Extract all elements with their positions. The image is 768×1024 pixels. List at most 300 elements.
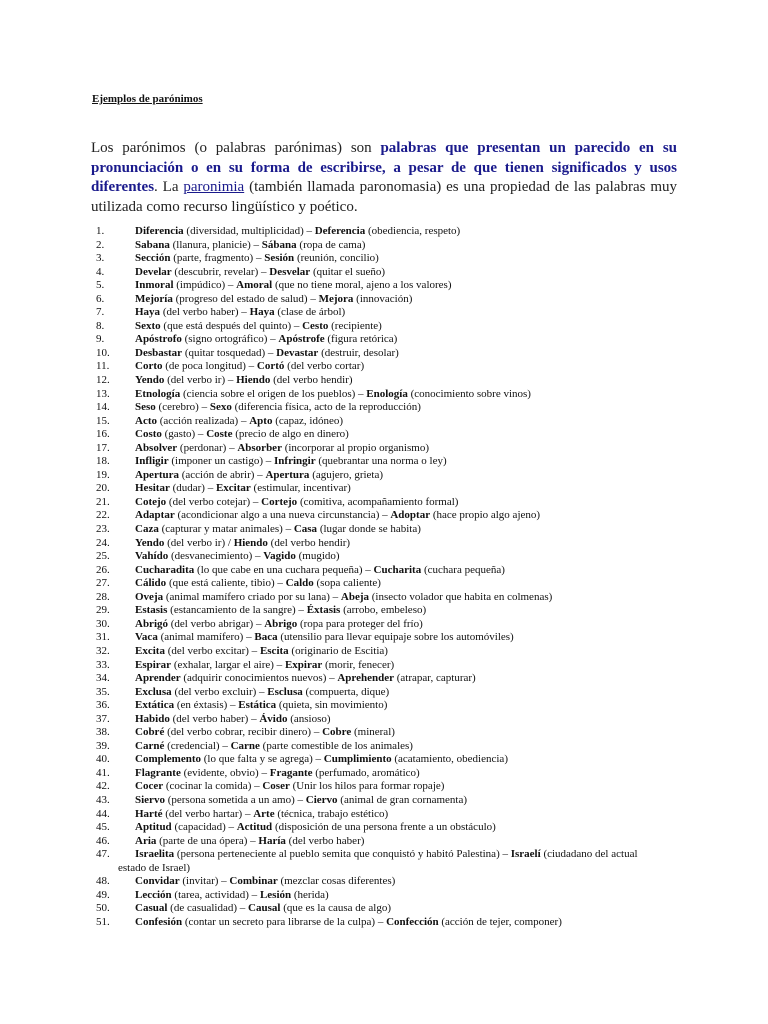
paronym-word: Caza xyxy=(135,523,159,536)
paronym-word: Combinar xyxy=(229,875,278,888)
intro-text-3: (también llamada paronomasia) es una propiedad de las palabras muy utilizada como recurso lingüístico y poético. xyxy=(91,179,677,215)
paronym-definition: (contar un secreto para librarse de la culpa) – xyxy=(182,915,387,928)
paronym-word: Sabana xyxy=(135,238,170,251)
paronym-word: Habido xyxy=(135,712,170,725)
list-item-number: 36. xyxy=(96,699,110,712)
list-item xyxy=(0,306,768,320)
list-item-text xyxy=(135,808,668,822)
list-item-text xyxy=(135,266,668,280)
list-item-number: 13. xyxy=(96,387,110,400)
list-item-number: 31. xyxy=(96,631,110,644)
list-item-number: 8. xyxy=(96,319,105,332)
paronym-definition: (del verbo haber) – xyxy=(160,306,250,319)
list-item-number: 48. xyxy=(96,875,110,888)
list-item xyxy=(0,320,768,334)
list-item-number: 34. xyxy=(96,672,110,685)
list-item-number: 22. xyxy=(96,509,110,522)
paronym-definition: (animal mamífero criado por su lana) – xyxy=(163,590,341,603)
list-item-number: 50. xyxy=(96,902,110,915)
paronym-word: Acto xyxy=(135,414,157,427)
paronym-word: Vaca xyxy=(135,631,158,644)
list-item-number: 40. xyxy=(96,753,110,766)
list-item xyxy=(0,360,768,374)
paronym-definition: (técnica, trabajo estético) xyxy=(274,807,389,820)
list-item-number: 33. xyxy=(96,658,110,671)
list-item-text xyxy=(135,875,668,889)
paronym-definition: (acción realizada) – xyxy=(157,414,250,427)
paronym-definition: (capturar y matar animales) – xyxy=(158,523,294,536)
paronym-definition: (que es la causa de algo) xyxy=(280,902,392,915)
paronym-definition: (progreso del estado de salud) – xyxy=(172,292,319,305)
paronym-definition: (quitar el sueño) xyxy=(310,265,386,278)
list-item-text xyxy=(135,537,668,551)
list-item xyxy=(0,550,768,564)
list-item-text xyxy=(135,835,668,849)
paronym-definition: (cuchara pequeña) xyxy=(421,563,505,576)
list-item xyxy=(0,713,768,727)
paronym-definition: (del verbo abrigar) – xyxy=(168,617,265,630)
list-item xyxy=(0,902,768,916)
list-item xyxy=(0,618,768,632)
list-item-number: 45. xyxy=(96,821,110,834)
paronym-word: Inmoral xyxy=(135,279,174,292)
paronym-word: Aria xyxy=(135,834,157,847)
paronym-word: Haría xyxy=(258,834,286,847)
paronym-word: Infringir xyxy=(274,455,316,468)
list-item xyxy=(0,659,768,673)
paronym-word: Cucharita xyxy=(373,563,422,576)
list-item-text xyxy=(135,604,668,618)
list-item xyxy=(0,388,768,402)
paronym-definition: (acondicionar algo a una nueva circunstancia) – xyxy=(174,509,391,522)
list-item xyxy=(0,821,768,835)
list-item xyxy=(0,591,768,605)
list-item xyxy=(0,835,768,849)
list-item xyxy=(0,726,768,740)
list-item xyxy=(0,672,768,686)
paronym-word: Carné xyxy=(135,739,165,752)
paronym-word: Mejora xyxy=(318,292,354,305)
list-item xyxy=(0,564,768,578)
paronym-definition: (del verbo excluir) – xyxy=(171,685,268,698)
paronym-definition: (insecto volador que habita en colmenas) xyxy=(369,590,553,603)
list-item xyxy=(0,889,768,903)
list-item xyxy=(0,808,768,822)
list-item-text xyxy=(135,252,668,266)
paronym-definition: (del verbo cotejar) – xyxy=(166,495,262,508)
list-item-text xyxy=(135,550,668,564)
list-item-number: 27. xyxy=(96,577,110,590)
paronym-word: Israelí xyxy=(510,848,541,861)
paronym-definition: (mezclar cosas diferentes) xyxy=(277,875,396,888)
list-item xyxy=(0,428,768,442)
list-item-number: 26. xyxy=(96,563,110,576)
paronym-word: Cobre xyxy=(322,726,352,739)
paronym-definition: (estimular, incentivar) xyxy=(250,482,351,495)
list-item-number: 30. xyxy=(96,617,110,630)
paronym-definition: (en éxtasis) – xyxy=(174,699,239,712)
list-item-number: 2. xyxy=(96,238,105,251)
paronym-word: Excitar xyxy=(215,482,251,495)
list-item-text xyxy=(135,767,668,781)
list-item xyxy=(0,239,768,253)
paronym-word: Vagido xyxy=(263,550,296,563)
paronym-definition: (adquirir conocimientos nuevos) – xyxy=(180,672,338,685)
list-item-text xyxy=(135,482,668,496)
paronym-definition: (dudar) – xyxy=(169,482,216,495)
paronym-definition: (que está caliente, tibio) – xyxy=(166,577,286,590)
paronym-word: Vahído xyxy=(135,550,169,563)
list-item-text xyxy=(135,902,668,916)
paronym-definition: (persona perteneciente al pueblo semita que conquistó y habitó Palestina) – xyxy=(174,848,511,861)
intro-highlight: palabras que presentan un parecido en su pronunciación o en su forma de escribirse, a pesar de que tienen significados y usos diferentes xyxy=(91,140,677,195)
paronyms-list xyxy=(0,225,768,929)
paronym-definition: (incorporar al propio organismo) xyxy=(281,441,429,454)
list-item-number: 4. xyxy=(96,265,105,278)
paronym-definition: (quitar tosquedad) – xyxy=(182,346,277,359)
list-item-number: 15. xyxy=(96,414,110,427)
list-item-number: 23. xyxy=(96,523,110,536)
list-item xyxy=(0,916,768,930)
paronym-definition: (ciencia sobre el origen de los pueblos) – xyxy=(180,387,367,400)
paronym-definition: (invitar) – xyxy=(179,875,230,888)
paronym-word: Cotejo xyxy=(135,495,167,508)
list-item xyxy=(0,645,768,659)
paronym-word: Causal xyxy=(248,902,281,915)
list-item-text xyxy=(135,780,668,794)
paronym-word: Caldo xyxy=(285,577,314,590)
paronym-word: Cesto xyxy=(302,319,329,332)
paronym-word: Corto xyxy=(135,360,163,373)
paronym-word: Estasis xyxy=(135,604,168,617)
paronym-word: Sexo xyxy=(209,401,232,414)
paronym-definition: (lugar donde se habita) xyxy=(317,523,421,536)
list-item-text xyxy=(135,401,668,415)
paronym-word: Siervo xyxy=(135,793,165,806)
list-item xyxy=(0,293,768,307)
paronym-word: Harté xyxy=(135,807,163,820)
paronym-word: Hiendo xyxy=(233,536,268,549)
list-item xyxy=(0,780,768,794)
paronym-definition: (ropa para proteger del frío) xyxy=(297,617,423,630)
list-item-number: 51. xyxy=(96,915,110,928)
list-item-number: 3. xyxy=(96,252,105,265)
paronym-word: Flagrante xyxy=(135,766,181,779)
paronym-word: Israelita xyxy=(135,848,175,861)
paronym-word: Actitud xyxy=(236,821,273,834)
paronym-word: Apto xyxy=(249,414,273,427)
list-item-number: 28. xyxy=(96,590,110,603)
list-item xyxy=(0,469,768,483)
paronym-definition: (Unir los hilos para formar ropaje) xyxy=(289,780,445,793)
paronym-definition: (innovación) xyxy=(353,292,413,305)
paronym-word: Mejoría xyxy=(135,292,173,305)
paronym-definition: (que no tiene moral, ajeno a los valores) xyxy=(272,279,452,292)
paronym-definition: (diversidad, multiplicidad) – xyxy=(183,225,315,237)
paronym-word: Yendo xyxy=(135,374,165,387)
list-item xyxy=(0,767,768,781)
paronym-word: Develar xyxy=(135,265,172,278)
paronym-word: Enología xyxy=(366,387,408,400)
list-item-text xyxy=(135,374,668,388)
list-item-number: 49. xyxy=(96,888,110,901)
list-item-number: 6. xyxy=(96,292,105,305)
paronym-definition: (lo que cabe en una cuchara pequeña) – xyxy=(194,563,374,576)
paronym-word: Escita xyxy=(259,644,289,657)
paronym-definition: (morir, fenecer) xyxy=(322,658,395,671)
intro-text-2: . La xyxy=(154,179,184,195)
paronym-word: Diferencia xyxy=(135,225,184,237)
paronym-definition: (del verbo cortar) xyxy=(284,360,365,373)
paronym-definition: (precio de algo en dinero) xyxy=(232,428,349,441)
paronym-word: Cucharadita xyxy=(135,563,195,576)
paronym-definition: (parte comestible de los animales) xyxy=(259,739,413,752)
paronym-definition: (hace propio algo ajeno) xyxy=(430,509,541,522)
paronym-definition: (agujero, grieta) xyxy=(309,468,384,481)
paronym-definition: (del verbo excitar) – xyxy=(164,644,260,657)
paronym-definition: (capaz, idóneo) xyxy=(272,414,343,427)
paronym-definition: (perfumado, aromático) xyxy=(312,766,420,779)
list-item xyxy=(0,442,768,456)
paronym-word: Sesión xyxy=(264,252,295,265)
list-item-number: 42. xyxy=(96,780,110,793)
paronym-word: Aprehender xyxy=(337,672,394,685)
paronym-definition: (de poca longitud) – xyxy=(162,360,257,373)
paronym-definition: (acción de tejer, componer) xyxy=(438,915,562,928)
list-item xyxy=(0,252,768,266)
list-item-text xyxy=(135,293,668,307)
paronym-definition: (diferencia física, acto de la reproducción) xyxy=(231,401,421,414)
paronym-definition: (cerebro) – xyxy=(155,401,210,414)
paronimia-link[interactable]: paronimia xyxy=(183,179,245,195)
paronym-word: Coste xyxy=(206,428,233,441)
list-item-text xyxy=(135,320,668,334)
paronym-definition: (desvanecimiento) – xyxy=(168,550,264,563)
paronym-word: Devastar xyxy=(276,346,319,359)
list-item xyxy=(0,225,768,239)
list-item-text xyxy=(135,645,668,659)
list-item-text xyxy=(135,428,668,442)
paronym-definition: (capacidad) – xyxy=(171,821,237,834)
paronym-word: Aprender xyxy=(135,672,181,685)
paronym-definition: (obediencia, respeto) xyxy=(365,225,461,237)
list-item-text xyxy=(135,591,668,605)
list-item-text xyxy=(135,279,668,293)
paronym-definition: (mineral) xyxy=(351,726,395,739)
paronym-definition: (llanura, planicie) – xyxy=(169,238,262,251)
paronym-word: Desvelar xyxy=(269,265,311,278)
list-item-text xyxy=(135,699,668,713)
intro-text-1: Los parónimos (o palabras parónimas) son xyxy=(91,140,381,156)
paronym-word: Etnología xyxy=(135,387,181,400)
paronym-word: Ávido xyxy=(259,712,288,725)
list-item-text xyxy=(135,455,668,469)
list-item-number: 20. xyxy=(96,482,110,495)
paronym-definition: (figura retórica) xyxy=(324,333,398,346)
paronym-definition: (del verbo ir) / xyxy=(164,536,234,549)
paronym-definition: (del verbo hendir) xyxy=(267,536,351,549)
list-item-text xyxy=(135,509,668,523)
paronym-definition: (reunión, concilio) xyxy=(294,252,379,265)
paronym-word: Sección xyxy=(135,252,171,265)
list-item xyxy=(0,415,768,429)
paronym-word: Haya xyxy=(135,306,161,319)
list-item-text xyxy=(135,415,668,429)
paronym-word: Sexto xyxy=(135,319,161,332)
list-item-text xyxy=(135,821,668,835)
paronym-word: Aptitud xyxy=(135,821,172,834)
paronym-definition: (ciudadano del actual xyxy=(540,848,638,861)
list-item-number: 25. xyxy=(96,550,110,563)
paronym-word: Coser xyxy=(262,780,290,793)
list-item xyxy=(0,347,768,361)
paronym-word: Lesión xyxy=(259,888,292,901)
paronym-definition: (impúdico) – xyxy=(173,279,237,292)
paronym-word: Esclusa xyxy=(267,685,303,698)
list-item xyxy=(0,523,768,537)
paronym-word: Excita xyxy=(135,644,165,657)
list-item-text xyxy=(135,618,668,632)
paronym-word: Amoral xyxy=(236,279,273,292)
list-item-text xyxy=(135,469,668,483)
list-item-text xyxy=(135,306,668,320)
list-item-number: 47. xyxy=(96,848,110,861)
list-item-continuation: estado de Israel) xyxy=(118,861,191,874)
paronym-word: Hesitar xyxy=(135,482,170,495)
list-item-number: 21. xyxy=(96,495,110,508)
paronym-definition: (evidente, obvio) – xyxy=(180,766,270,779)
paronym-definition: (estancamiento de la sangre) – xyxy=(167,604,307,617)
paronym-definition: (quebrantar una norma o ley) xyxy=(315,455,447,468)
list-item-text xyxy=(135,916,668,930)
list-item-text xyxy=(135,442,668,456)
paronym-definition: (compuerta, dique) xyxy=(302,685,390,698)
paronym-word: Cortejo xyxy=(261,495,298,508)
paronym-word: Apertura xyxy=(135,468,179,481)
paronym-definition: (originario de Escitia) xyxy=(288,644,388,657)
list-item-number: 35. xyxy=(96,685,110,698)
paronym-word: Cálido xyxy=(135,577,167,590)
list-item xyxy=(0,794,768,808)
paronym-definition: (gasto) – xyxy=(161,428,207,441)
paronym-word: Casual xyxy=(135,902,168,915)
paronym-word: Deferencia xyxy=(314,225,366,237)
list-item xyxy=(0,266,768,280)
list-item-number: 14. xyxy=(96,401,110,414)
list-item-number: 9. xyxy=(96,333,105,346)
list-item-number: 44. xyxy=(96,807,110,820)
paronym-definition: (perdonar) – xyxy=(177,441,238,454)
paronym-word: Sábana xyxy=(261,238,297,251)
paronym-word: Extática xyxy=(135,699,175,712)
list-item-text xyxy=(135,686,668,700)
paronym-word: Apóstrofo xyxy=(135,333,182,346)
paronym-word: Costo xyxy=(135,428,162,441)
paronym-word: Cortó xyxy=(256,360,285,373)
list-item-number: 24. xyxy=(96,536,110,549)
list-item-number: 17. xyxy=(96,441,110,454)
paronym-definition: (del verbo hendir) xyxy=(270,374,353,387)
intro-paragraph xyxy=(91,139,677,217)
list-item xyxy=(0,496,768,510)
paronym-word: Abrigó xyxy=(135,617,168,630)
list-item-text xyxy=(135,564,668,578)
paronym-definition: (animal mamífero) – xyxy=(157,631,255,644)
list-item-number: 32. xyxy=(96,644,110,657)
list-item xyxy=(0,333,768,347)
list-item-text xyxy=(135,794,668,808)
list-item-number: 16. xyxy=(96,428,110,441)
paronym-definition: (imponer un castigo) – xyxy=(168,455,275,468)
paronym-word: Seso xyxy=(135,401,156,414)
paronym-definition: (comitiva, acompañamiento formal) xyxy=(297,495,459,508)
list-item-number: 5. xyxy=(96,279,105,292)
list-item xyxy=(0,279,768,293)
document-title: Ejemplos de parónimos xyxy=(92,93,203,105)
paronym-word: Desbastar xyxy=(135,346,183,359)
paronym-definition: (utensilio para llevar equipaje sobre los automóviles) xyxy=(277,631,514,644)
paronym-definition: (atrapar, capturar) xyxy=(394,672,476,685)
list-item xyxy=(0,740,768,754)
list-item-number: 11. xyxy=(96,360,110,373)
paronym-definition: (persona sometida a un amo) – xyxy=(164,793,306,806)
list-item-text xyxy=(135,388,668,402)
list-item xyxy=(0,604,768,618)
paronym-word: Oveja xyxy=(135,590,164,603)
paronym-word: Hiendo xyxy=(236,374,271,387)
list-item-text xyxy=(118,848,668,875)
paronym-word: Adaptar xyxy=(135,509,175,522)
paronym-definition: (mugido) xyxy=(295,550,340,563)
paronym-word: Absolver xyxy=(135,441,178,454)
list-item-text xyxy=(135,631,668,645)
paronym-word: Apertura xyxy=(265,468,310,481)
list-item-text xyxy=(135,577,668,591)
list-item xyxy=(0,509,768,523)
list-item-text xyxy=(135,753,668,767)
paronym-definition: (parte, fragmento) – xyxy=(170,252,265,265)
list-item-text xyxy=(135,889,668,903)
paronym-definition: (animal de gran cornamenta) xyxy=(337,793,468,806)
list-item xyxy=(0,577,768,591)
paronym-definition: (descubrir, revelar) – xyxy=(171,265,270,278)
paronym-definition: (del verbo haber) xyxy=(285,834,365,847)
paronym-word: Convidar xyxy=(135,875,180,888)
list-item-number: 7. xyxy=(96,306,105,319)
list-item-number: 39. xyxy=(96,739,110,752)
list-item-text xyxy=(135,239,668,253)
list-item-text xyxy=(135,225,668,239)
list-item-number: 46. xyxy=(96,834,110,847)
paronym-definition: (lo que falta y se agrega) – xyxy=(201,753,324,766)
list-item-text xyxy=(135,360,668,374)
paronym-word: Cumplimiento xyxy=(323,753,392,766)
list-item-text xyxy=(135,333,668,347)
list-item-text xyxy=(135,672,668,686)
paronym-word: Casa xyxy=(293,523,318,536)
paronym-definition: (del verbo haber) – xyxy=(169,712,260,725)
list-item xyxy=(0,848,768,875)
paronym-definition: (acción de abrir) – xyxy=(179,468,266,481)
list-item xyxy=(0,401,768,415)
paronym-definition: (tarea, actividad) – xyxy=(171,888,260,901)
paronym-word: Lección xyxy=(135,888,172,901)
paronym-word: Absorber xyxy=(237,441,282,454)
paronym-definition: (credencial) – xyxy=(164,739,231,752)
list-item xyxy=(0,374,768,388)
paronym-word: Complemento xyxy=(135,753,201,766)
list-item xyxy=(0,753,768,767)
